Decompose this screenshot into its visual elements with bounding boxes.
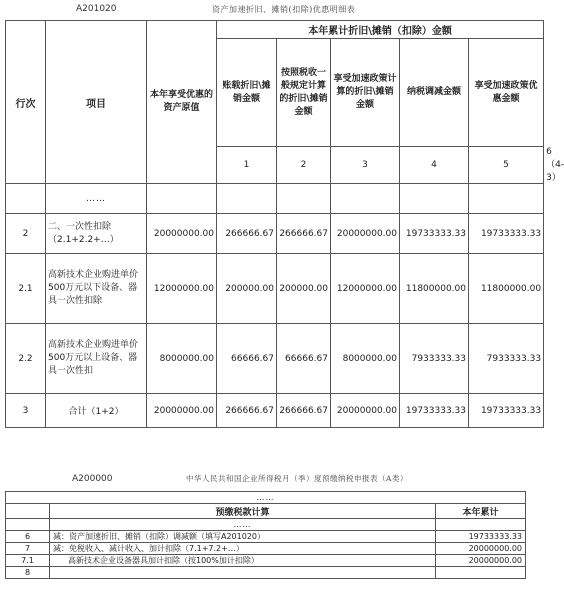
dots-mid: …… [50,519,436,531]
row-value-2: 66666.67 [217,324,277,394]
row-value: 19733333.33 [436,531,526,543]
form-title-a200000: 中华人民共和国企业所得税月（季）度预缴纳税申报表（A类） [186,474,408,483]
accelerated-depreciation-table: 行次 项目 本年享受优惠的资产原值 本年累计折旧\摊销（扣除）金额 账载折旧\摊销金额 按照税收一般规定计算的折旧\摊销金额 享受加速政策计算的折旧\摊销金额 纳税调减金额 享受加速政策优惠金额 1 2 3 4 5 6（4-3） …… 2 二、一次性扣除（2.1+2.2+…） 20000000.00 266666.67 266666.67 20000000.00 19733333.33 19733333.33 2.1 高新技术企业购进单价500万元以下设备、器具一次性扣除 12000000.00 200000.00 200000.00 12000000.00 11800000.00 11800000.00 2.2 高新技术企业购进单价500万元以上设备、器具一次性扣 8000000.00 66666.67 66666.67 8000000.00 7933333.33 7933333.33 3 合计（1+2） 20000000.00 266666.67 266666.67 20000000.00 19733333.33 19733333.33 [5,20,544,428]
row-item: 二、一次性扣除（2.1+2.2+…） [46,214,147,254]
row-item: 高新技术企业购进单价500万元以上设备、器具一次性扣 [46,324,147,394]
row-item: 高新技术企业设备器具加计扣除（按100%加计扣除） [50,555,436,567]
dots-top: …… [6,492,526,504]
row-value-3: 266666.67 [277,394,331,428]
row-no: 2.1 [6,254,46,324]
row-value-5: 19733333.33 [400,394,469,428]
row-value: 20000000.00 [436,543,526,555]
header-accel-amount: 享受加速政策计算的折旧\摊销金额 [331,39,400,147]
row-item [50,567,436,579]
col-number-3: 3 [331,147,400,184]
table-row-total [6,394,544,428]
table-row [6,324,544,394]
col-number-4: 4 [400,147,469,184]
table-row [6,254,544,324]
form-title-a201020: 资产加速折旧、摊销(扣除)优惠明细表 [212,5,356,14]
row-value-2: 200000.00 [217,254,277,324]
row-item: 高新技术企业购进单价500万元以下设备、器具一次性扣除 [46,254,147,324]
col-number-5: 5 [469,147,544,184]
col-number-2: 2 [277,147,331,184]
row-value-5: 7933333.33 [400,324,469,394]
header-group-title: 本年累计折旧\摊销（扣除）金额 [217,21,544,39]
row-value-6: 7933333.33 [469,324,544,394]
form-code-a201020: A201020 [76,4,117,14]
row-value-4: 20000000.00 [331,214,400,254]
row-value-5: 11800000.00 [400,254,469,324]
header-row-no: 行次 [6,21,46,184]
row-item: 减：资产加速折旧、摊销（扣除）调减额（填写A201020） [50,531,436,543]
row-value-4: 8000000.00 [331,324,400,394]
row-value-5: 19733333.33 [400,214,469,254]
row-value-6: 19733333.33 [469,394,544,428]
row-no: 2.2 [6,324,46,394]
row-item: 减：免税收入、减计收入、加计扣除（7.1+7.2+…） [50,543,436,555]
row-value-6: 11800000.00 [469,254,544,324]
row-value-3: 266666.67 [277,214,331,254]
row-value-4: 12000000.00 [331,254,400,324]
row-no: 2 [6,214,46,254]
row-value [436,567,526,579]
row-value-1: 20000000.00 [147,214,217,254]
row-value-2: 266666.67 [217,394,277,428]
row-value-3: 66666.67 [277,324,331,394]
row-value-1: 12000000.00 [147,254,217,324]
header-tax-adjust: 纳税调减金额 [400,39,469,147]
row-no: 8 [6,567,50,579]
prepayment-calculation-table [5,491,526,579]
row-no: 7.1 [6,555,50,567]
row-no: 6 [6,531,50,543]
header-book-amount: 账载折旧\摊销金额 [217,39,277,147]
row-no: 3 [6,394,46,428]
header-original-value: 本年享受优惠的资产原值 [147,21,217,184]
row-value-2: 266666.67 [217,214,277,254]
table-row [6,555,526,567]
header-item: 项目 [46,21,147,184]
header-general-amount: 按照税收一般规定计算的折旧\摊销金额 [277,39,331,147]
row-no: 7 [6,543,50,555]
table-row [6,531,526,543]
table-row [6,567,526,579]
col-number-1: 1 [217,147,277,184]
ellipsis-cell: …… [46,184,147,214]
row-value-4: 20000000.00 [331,394,400,428]
row-value-1: 20000000.00 [147,394,217,428]
table-row [6,543,526,555]
table-row [6,214,544,254]
form-code-a200000: A200000 [72,474,113,484]
row-item: 合计（1+2） [46,394,147,428]
header-prepay-calc: 预缴税款计算 [50,504,436,519]
header-year-total: 本年累计 [436,504,526,519]
row-value: 20000000.00 [436,555,526,567]
row-value-6: 19733333.33 [469,214,544,254]
row-value-3: 200000.00 [277,254,331,324]
header-benefit-amount: 享受加速政策优惠金额 [469,39,544,147]
row-value-1: 8000000.00 [147,324,217,394]
